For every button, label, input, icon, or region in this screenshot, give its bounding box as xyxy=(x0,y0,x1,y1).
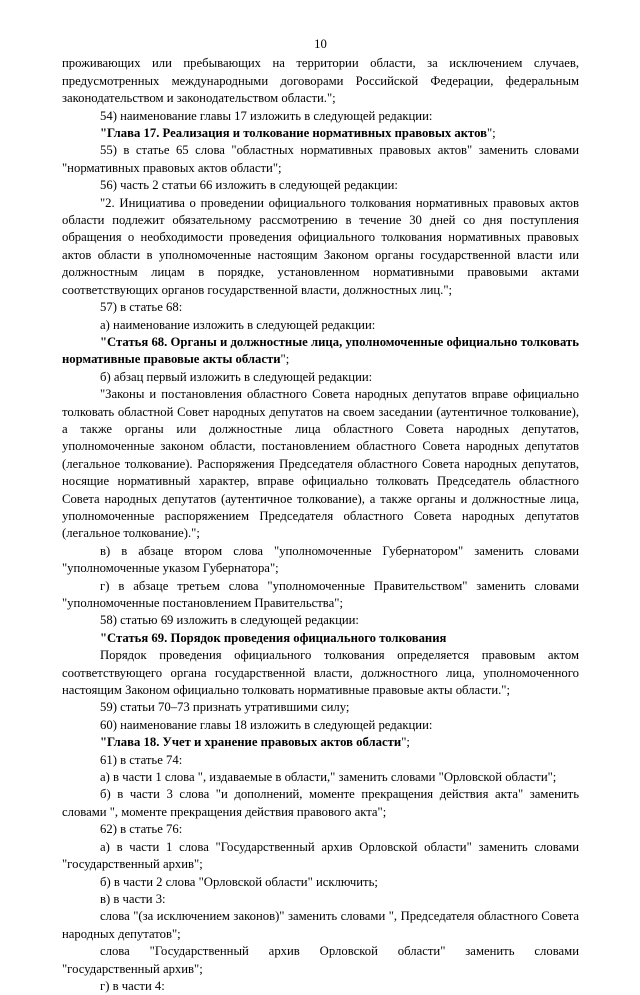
paragraph: "Статья 68. Органы и должностные лица, уполномоченные официально толковать нормативные правовые акты области"; xyxy=(62,334,579,367)
paragraph: "Законы и постановления областного Совета народных депутатов вправе официально толковать областной Совет народных депутатов на своем заседании (аутентичное толкование), а также органы или должностные лица областного Совета народных депутатов, уполномоченные законом области, постановлением областного Совета народных депутатов (легальное толкование). Распоряжения Председателя областного Совета народных депутатов, носящие нормативный характер, вправе официально толковать Председатель областного Совета народных депутатов (аутентичное толкование), а также органы и должностные лица, уполномоченные распоряжением Председателя областного Совета народных депутатов (легальное толкование)."; xyxy=(62,387,579,541)
paragraph: 59) статьи 70–73 признать утратившими силу; xyxy=(100,700,350,715)
paragraph: в) в части 3: xyxy=(100,891,166,906)
paragraph: 57) в статье 68: xyxy=(100,300,183,315)
paragraph: "Глава 18. Учет и хранение правовых актов области"; xyxy=(100,735,410,750)
paragraph: г) в абзаце третьем слова "уполномоченные Правительством" заменить словами "уполномоченные постановлением Правительства"; xyxy=(62,578,579,610)
paragraph: а) в части 1 слова "Государственный архив Орловской области" заменить словами "государственный архив"; xyxy=(62,839,579,872)
paragraph: 61) в статье 74: xyxy=(100,752,183,767)
paragraph: б) в части 2 слова "Орловской области" исключить; xyxy=(100,874,378,889)
bold-heading-text: "Статья 69. Порядок проведения официального толкования xyxy=(100,630,447,645)
paragraph: 60) наименование главы 18 изложить в следующей редакции: xyxy=(100,717,433,732)
paragraph: б) в части 3 слова "и дополнений, моменте прекращения действия акта" заменить словами ", моменте прекращения действия правового акта"; xyxy=(62,787,579,819)
paragraph: 54) наименование главы 17 изложить в следующей редакции: xyxy=(100,108,433,123)
paragraph: а) в части 1 слова ", издаваемые в области," заменить словами "Орловской области"; xyxy=(100,770,557,785)
bold-heading-text: "Глава 17. Реализация и толкование нормативных правовых актов xyxy=(100,126,487,141)
paragraph: слова "(за исключением законов)" заменить словами ", Председателя областного Совета народных депутатов"; xyxy=(62,909,579,941)
paragraph: 62) в статье 76: xyxy=(100,822,183,837)
page-number: 10 xyxy=(314,37,327,51)
paragraph: проживающих или пребывающих на территории области, за исключением случаев, предусмотренных международными договорами Российской Федерации, федеральным законодательством и законодательством области."; xyxy=(62,56,579,106)
document-body xyxy=(62,55,579,995)
paragraph: б) абзац первый изложить в следующей редакции: xyxy=(100,369,373,384)
paragraph: а) наименование изложить в следующей редакции: xyxy=(100,317,376,332)
paragraph: "2. Инициатива о проведении официального толкования нормативных правовых актов области подлежит обязательному рассмотрению в течение 30 дней со дня поступления обращения о необходимости проведения официального толкования нормативных правовых актов области в уполномоченные настоящим Законом органы государственной власти или должностным лицам в порядке, установленном нормативными правовыми актами соответствующих органов государственной власти, должностных лиц."; xyxy=(62,195,579,297)
paragraph: 55) в статье 65 слова "областных нормативных правовых актов" заменить словами "нормативных правовых актов области"; xyxy=(62,143,579,175)
paragraph xyxy=(62,630,579,647)
paragraph: Порядок проведения официального толкования определяется правовым актом соответствующего органа государственной власти, должностного лица, уполномоченного настоящим Законом официально толковать нормативные правовые акты области."; xyxy=(62,648,579,698)
bold-heading-text: "Статья 68. Органы и должностные лица, уполномоченные официально толковать нормативные правовые акты области xyxy=(62,334,579,367)
paragraph: г) в части 4: xyxy=(100,978,165,993)
paragraph: в) в абзаце втором слова "уполномоченные Губернатором" заменить словами "уполномоченные указом Губернатора"; xyxy=(62,543,579,576)
paragraph: "Глава 17. Реализация и толкование нормативных правовых актов"; xyxy=(100,126,496,141)
paragraph: слова "Государственный архив Орловской области" заменить словами "государственный архив"; xyxy=(62,944,579,976)
bold-heading-text: "Глава 18. Учет и хранение правовых актов области xyxy=(100,735,402,750)
paragraph: 56) часть 2 статьи 66 изложить в следующей редакции: xyxy=(100,178,398,193)
paragraph: 58) статью 69 изложить в следующей редакции: xyxy=(100,613,359,628)
document-page xyxy=(62,0,579,995)
